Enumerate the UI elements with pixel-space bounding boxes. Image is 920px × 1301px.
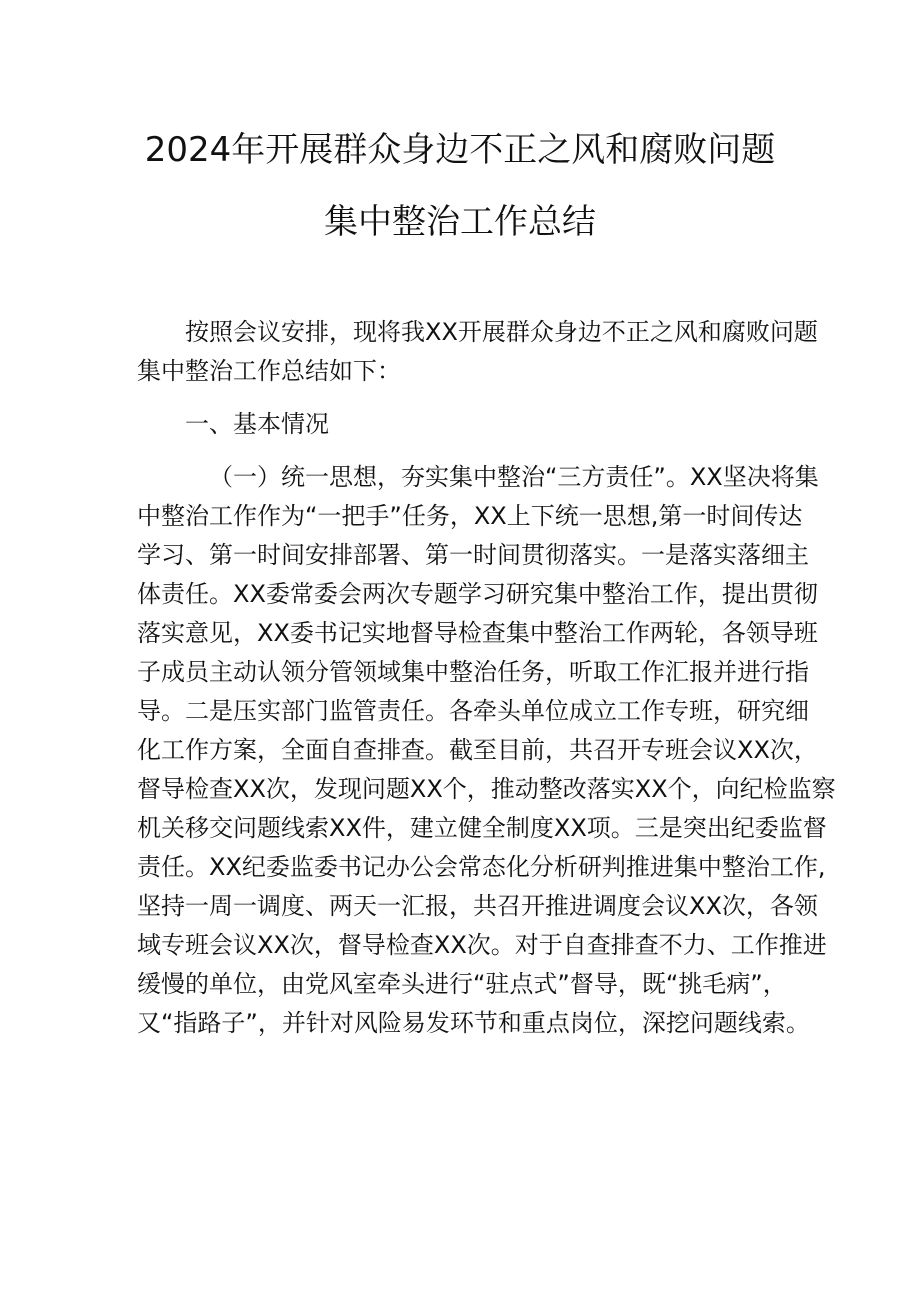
intro-line-1: 按照会议安排，现将我XX开展群众身边不正之风和腐败问题 bbox=[185, 318, 818, 346]
subsection1-line-10: 机关移交问题线索XX件，建立健全制度XX项。三是突出纪委监督 bbox=[137, 814, 827, 842]
subsection1-line-8: 化工作方案，全面自查排查。截至目前，共召开专班会议XX次， bbox=[137, 736, 818, 764]
subsection1-line-4: 体责任。XX委常委会两次专题学习研究集中整治工作，提出贯彻 bbox=[137, 580, 818, 608]
subsection1-line-1: （一）统一思想，夯实集中整治“三方责任”。XX坚决将集 bbox=[209, 463, 819, 491]
subsection1-line-12: 坚持一周一调度、两天一汇报，共召开推进调度会议XX次，各领 bbox=[137, 892, 818, 920]
subsection1-line-15: 又“指路子”，并针对风险易发环节和重点岗位，深挖问题线索。 bbox=[137, 1009, 810, 1037]
subsection1-line-6: 子成员主动认领分管领域集中整治任务，听取工作汇报并进行指 bbox=[137, 658, 809, 686]
intro-paragraph bbox=[137, 313, 818, 391]
intro-line-2: 集中整治工作总结如下： bbox=[137, 357, 401, 385]
section1-heading: 一、基本情况 bbox=[185, 410, 329, 438]
subsection1-line-13: 域专班会议XX次，督导检查XX次。对于自查排查不力、工作推进 bbox=[137, 931, 827, 959]
document-title-line-2: 集中整治工作总结 bbox=[324, 202, 596, 242]
subsection1-line-5: 落实意见，XX委书记实地督导检查集中整治工作两轮，各领导班 bbox=[137, 619, 818, 647]
document-title-line-1: 2024年开展群众身边不正之风和腐败问题 bbox=[144, 130, 776, 170]
subsection1-line-11: 责任。XX纪委监委书记办公会常态化分析研判推进集中整治工作, bbox=[137, 853, 826, 881]
subsection1-line-3: 学习、第一时间安排部署、第一时间贯彻落实。一是落实落细主 bbox=[137, 541, 809, 569]
subsection1-line-2: 中整治工作作为“一把手”任务，XX上下统一思想,第一时间传达 bbox=[137, 502, 803, 530]
subsection1-line-14: 缓慢的单位，由党风室牵头进行“驻点式”督导，既“挑毛病”， bbox=[137, 970, 787, 998]
subsection1-paragraph bbox=[137, 458, 836, 1043]
subsection1-line-9: 督导检查XX次，发现问题XX个，推动整改落实XX个，向纪检监察 bbox=[137, 775, 836, 803]
subsection1-line-7: 导。二是压实部门监管责任。各牵头单位成立工作专班，研究细 bbox=[137, 697, 809, 725]
section-heading bbox=[137, 405, 797, 444]
document-body bbox=[137, 313, 836, 1043]
